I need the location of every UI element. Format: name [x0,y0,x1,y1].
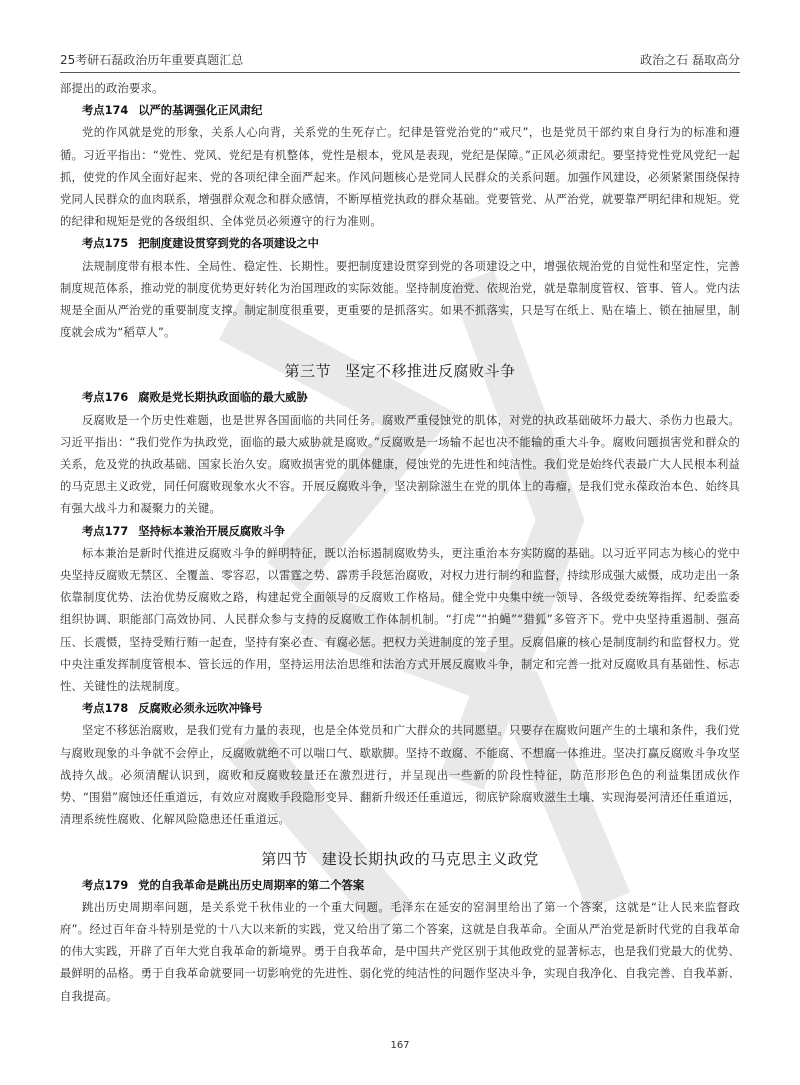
kp177-number: 考点177 [82,524,129,538]
kp178-number: 考点178 [82,702,129,716]
kp179-number: 考点179 [82,878,129,892]
kp176-number: 考点176 [82,391,129,405]
kp174-body: 党的作风就是党的形象，关系人心向背，关系党的生死存亡。纪律是管党治党的“戒尺”，也是党员干部约束自身行为的标准和遵循。习近平指出：“党性、党风、党纪是有机整体，党性是根本，党风是表现，党纪是保障。”正风必须肃纪。要坚持党性党风党纪一起抓，使党的作风全面好起来、党的各项纪律全面严起来。作风问题核心是党同人民群众的关系问题。加强作风建设，必须紧紧围绕保持党同人民群众的血肉联系，增强群众观念和群众感情，不断厚植党执政的群众基础。党要管党、从严治党，就要靠严明纪律和规矩。党的纪律和规矩是党的各级组织、全体党员必须遵守的行为准则。 [60,126,740,229]
kp174-heading [60,100,740,122]
kp174-title: 以严的基调强化正风肃纪 [138,104,263,118]
kp176-title: 腐败是党长期执政面临的最大威胁 [138,391,308,405]
page-header [60,48,740,73]
page-content [60,78,740,1008]
kp177-body: 标本兼治是新时代推进反腐败斗争的鲜明特征，既以治标遏制腐败势头，更注重治本夯实防腐的基础。以习近平同志为核心的党中央坚持反腐败无禁区、全覆盖、零容忍，以雷霆之势、霹雳手段惩治腐败，对权力进行制约和监督，持续形成强大威慑，成功走出一条依靠制度优势、法治优势反腐败之路，构建起党全面领导的反腐败工作格局。健全党中央集中统一领导、各级党委统筹指挥、纪委监委组织协调、职能部门高效协同、人民群众参与支持的反腐败工作体制机制。“打虎”“拍蝇”“猎狐”多管齐下。党中央坚持重遏制、强高压、长震慑，坚持受贿行贿一起查，坚持有案必查、有腐必惩。把权力关进制度的笼子里。反腐倡廉的核心是制度制约和监督权力。党中央注重发挥制度管根本、管长远的作用，坚持运用法治思维和法治方式开展反腐败斗争，制定和完善一批对反腐败具有基础性、标志性、关键性的法规制度。 [60,546,740,694]
kp176-heading [60,387,740,409]
page-number: 167 [390,1040,410,1051]
kp178-body: 坚定不移惩治腐败，是我们党有力量的表现，也是全体党员和广大群众的共同愿望。只要存在腐败问题产生的土壤和条件，我们党与腐败现象的斗争就不会停止，反腐败就绝不可以喘口气、歇歇脚。坚持不敢腐、不能腐、不想腐一体推进。坚决打赢反腐败斗争攻坚战持久战。必须清醒认识到，腐败和反腐败较量还在激烈进行，并呈现出一些新的阶段性特征，防范形形色色的利益集团成伙作势、“围猎”腐蚀还任重道远，有效应对腐败手段隐形变异、翻新升级还任重道远，彻底铲除腐败滋生土壤、实现海晏河清还任重道远，清理系统性腐败、化解风险隐患还任重道远。 [60,724,740,827]
kp175-body: 法规制度带有根本性、全局性、稳定性、长期性。要把制度建设贯穿到党的各项建设之中，增强依规治党的自觉性和坚定性，完善制度规范体系，推动党的制度优势更好转化为治国理政的实际效能。坚持制度治党、依规治党，就是靠制度管权、管事、管人。党内法规是全面从严治党的重要制度支撑。制定制度很重要，更重要的是抓落实。如果不抓落实，只是写在纸上、贴在墙上、锁在抽屉里，制度就会成为“稻草人”。 [60,259,740,340]
kp178-title: 反腐败必须永远吹冲锋号 [138,702,263,716]
kp177-heading [60,521,740,543]
lead-text: 部提出的政治要求。 [60,82,164,95]
section4-heading [60,848,740,869]
section3-heading [60,360,740,381]
kp179-body: 跳出历史周期率问题，是关系党千秋伟业的一个重大问题。毛泽东在延安的窑洞里给出了第一个答案，这就是“让人民来监督政府”。经过百年奋斗特别是党的十八大以来新的实践，党又给出了第二个答案，这就是自我革命。全面从严治党是新时代党的自我革命的伟大实践，开辟了百年大党自我革命的新境界。勇于自我革命，是中国共产党区别于其他政党的显著标志，也是我们党最大的优势、最鲜明的品格。勇于自我革命就要同一切影响党的先进性、弱化党的纯洁性的问题作坚决斗争，实现自我净化、自我完善、自我革新、自我提高。 [60,900,740,1003]
kp175-heading [60,233,740,255]
kp175-title: 把制度建设贯穿到党的各项建设之中 [138,237,319,251]
kp174-number: 考点174 [82,104,129,118]
kp179-heading [60,875,740,897]
kp179-title: 党的自我革命是跳出历史周期率的第二个答案 [138,878,365,892]
kp178-heading [60,698,740,720]
section3-title: 坚定不移推进反腐败斗争 [345,362,516,381]
section4-title: 建设长期执政的马克思主义政党 [321,849,539,868]
kp175-number: 考点175 [82,237,129,251]
section4-number: 第四节 [261,849,308,868]
header-slogan: 政治之石 磊取高分 [640,53,740,67]
kp177-title: 坚持标本兼治开展反腐败斗争 [138,524,286,538]
section3-number: 第三节 [284,362,331,381]
header-book-title: 25考研石磊政治历年重要真题汇总 [60,53,244,67]
kp176-body: 反腐败是一个历史性难题，也是世界各国面临的共同任务。腐败严重侵蚀党的肌体，对党的执政基础破坏力最大、杀伤力也最大。习近平指出：“我们党作为执政党，面临的最大威胁就是腐败。”反腐败是一场输不起也决不能输的重大斗争。腐败问题损害党和群众的关系，危及党的执政基础、国家长治久安。腐败损害党的肌体健康，侵蚀党的先进性和纯洁性。我们党是始终代表最广大人民根本利益的马克思主义政党，同任何腐败现象水火不容。开展反腐败斗争，坚决割除滋生在党的肌体上的毒瘤，是我们党永葆政治本色、始终具有强大战斗力和凝聚力的关键。 [60,413,740,516]
